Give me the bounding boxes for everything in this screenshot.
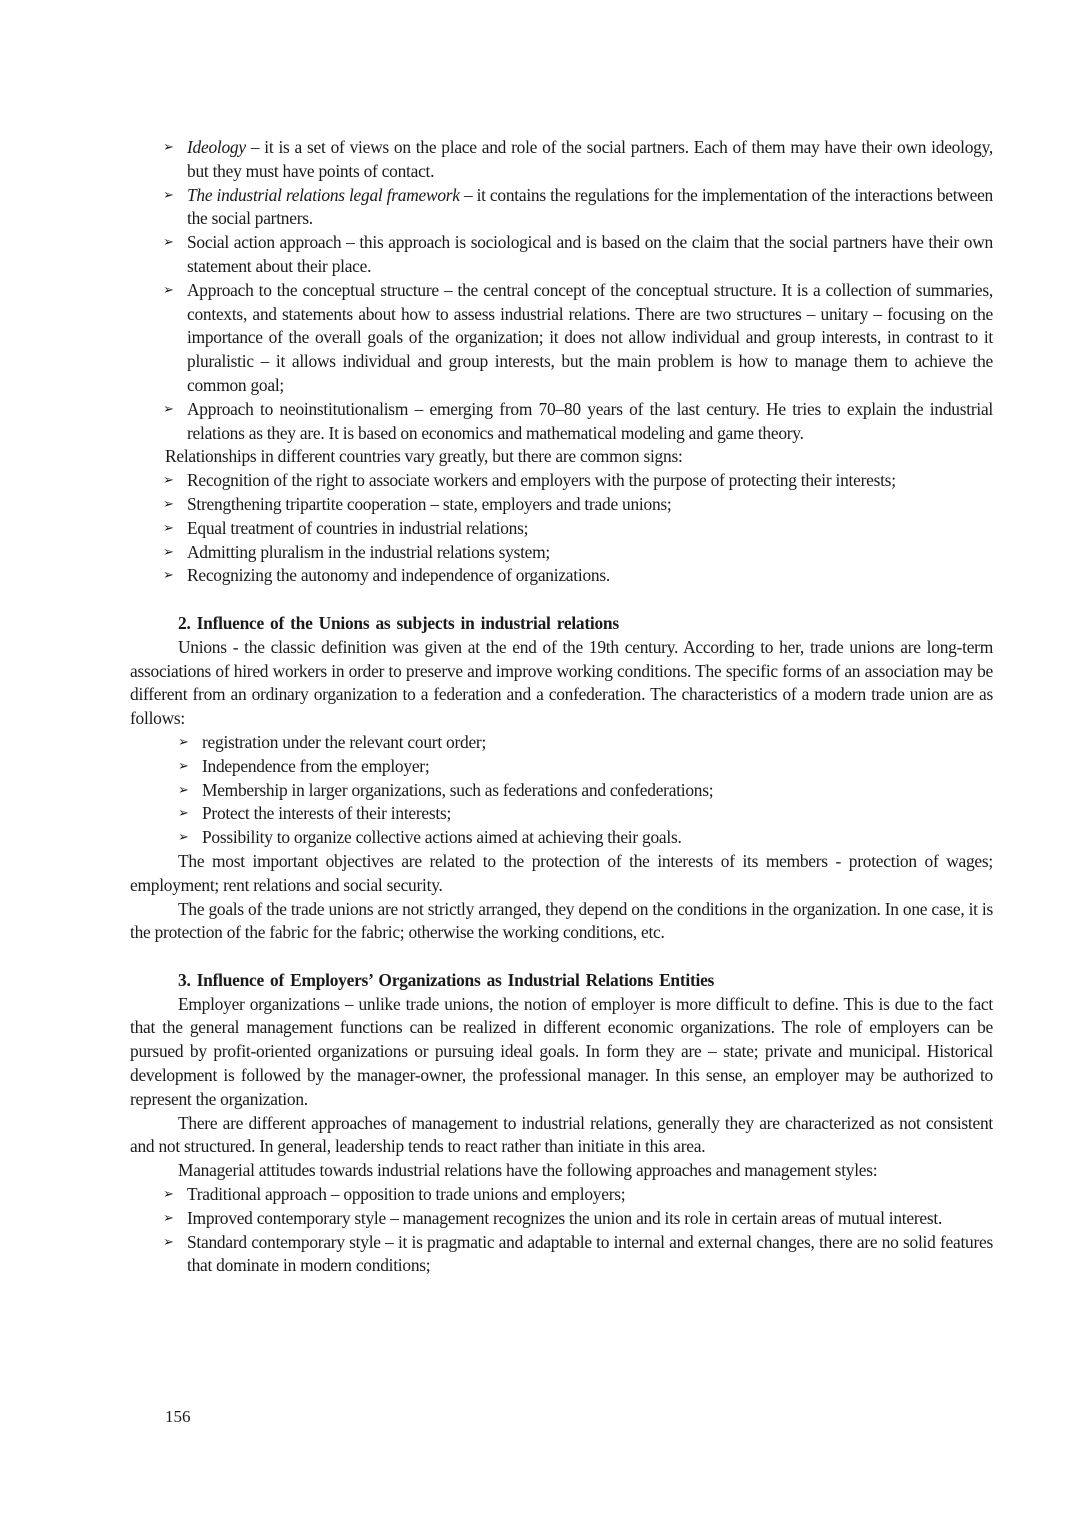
arrow-bullet-icon: ➢ bbox=[178, 782, 189, 798]
paragraph: Relationships in different countries vary greatly, but there are common signs: bbox=[165, 446, 683, 467]
paragraph: There are different approaches of management to industrial relations, generally they are characterized as not consistent and not structured. In general, leadership tends to react rather than initiate in this area. bbox=[130, 1112, 993, 1157]
list-item: ➢ Standard contemporary style – it is pragmatic and adaptable to internal and external changes, there are no solid features that dominate in modern conditions; bbox=[163, 1231, 993, 1276]
list-item: ➢ Admitting pluralism in the industrial relations system; bbox=[163, 541, 993, 565]
section-unions bbox=[130, 612, 993, 945]
section-heading: 3. Influence of Employers’ Organizations as Industrial Relations Entities bbox=[178, 969, 715, 990]
arrow-bullet-icon: ➢ bbox=[163, 520, 174, 536]
arrow-bullet-icon: ➢ bbox=[163, 282, 174, 298]
arrow-bullet-icon: ➢ bbox=[178, 758, 189, 774]
arrow-bullet-icon: ➢ bbox=[178, 830, 189, 846]
arrow-bullet-icon: ➢ bbox=[163, 496, 174, 512]
list-item: ➢ Social action approach – this approach is sociological and is based on the claim that the social partners have their own statement about their place. bbox=[163, 232, 993, 276]
arrow-bullet-icon: ➢ bbox=[163, 473, 174, 489]
list-item: ➢ Independence from the employer; bbox=[178, 755, 993, 779]
list-item: ➢ Equal treatment of countries in industrial relations; bbox=[163, 517, 993, 541]
list-item: ➢ Protect the interests of their interests; bbox=[178, 802, 993, 826]
section-employers bbox=[130, 969, 993, 1278]
list-item: ➢ Approach to neoinstitutionalism – emerging from 70–80 years of the last century. He tries to explain the industrial relations as they are. It is based on economics and mathematical modeling and game theory. bbox=[163, 398, 993, 443]
list-item: ➢ Improved contemporary style – management recognizes the union and its role in certain areas of mutual interest. bbox=[163, 1207, 993, 1231]
page-number: 156 bbox=[165, 1407, 191, 1426]
page-body bbox=[130, 136, 993, 1278]
list-item: ➢ registration under the relevant court order; bbox=[178, 731, 993, 755]
arrow-bullet-icon: ➢ bbox=[163, 1234, 174, 1250]
list-item: ➢ Recognizing the autonomy and independence of organizations. bbox=[163, 564, 993, 588]
section-approaches bbox=[130, 136, 993, 588]
arrow-bullet-icon: ➢ bbox=[163, 235, 174, 251]
list-item: ➢ Traditional approach – opposition to trade unions and employers; bbox=[163, 1183, 993, 1207]
arrow-bullet-icon: ➢ bbox=[163, 401, 174, 417]
arrow-bullet-icon: ➢ bbox=[178, 806, 189, 822]
arrow-bullet-icon: ➢ bbox=[163, 568, 174, 584]
arrow-bullet-icon: ➢ bbox=[163, 544, 174, 560]
list-item: ➢ The industrial relations legal framework – it contains the regulations for the implementation of the interactions between the social partners. bbox=[163, 184, 994, 229]
arrow-bullet-icon: ➢ bbox=[163, 1187, 174, 1203]
list-item: ➢ Ideology – it is a set of views on the place and role of the social partners. Each of them may have their own ideology, but they must have points of contact. bbox=[163, 137, 993, 181]
paragraph: Managerial attitudes towards industrial relations have the following approaches and management styles: bbox=[178, 1160, 878, 1181]
list-item: ➢ Approach to the conceptual structure – the central concept of the conceptual structure. It is a collection of summaries, contexts, and statements about how to assess industrial relations. There are two structures – unitary – focusing on the importance of the overall goals of the organization; it does not allow individual and group interests, in contrast to it pluralistic – it allows individual and group interests, but the main problem is how to manage them to achieve the common goal; bbox=[163, 279, 993, 395]
list-item: ➢ Possibility to organize collective actions aimed at achieving their goals. bbox=[178, 826, 993, 850]
arrow-bullet-icon: ➢ bbox=[163, 187, 174, 203]
paragraph: The goals of the trade unions are not strictly arranged, they depend on the conditions in the organization. In one case, it is the protection of the fabric for the fabric; otherwise the working conditions, etc. bbox=[130, 898, 993, 943]
section-heading: 2. Influence of the Unions as subjects in industrial relations bbox=[178, 612, 619, 633]
arrow-bullet-icon: ➢ bbox=[178, 734, 189, 750]
paragraph: The most important objectives are related to the protection of the interests of its members - protection of wages; employment; rent relations and social security. bbox=[130, 850, 993, 895]
paragraph: Employer organizations – unlike trade unions, the notion of employer is more difficult to define. This is due to the fact that the general management functions can be realized in different economic organizations. The role of employers can be pursued by profit-oriented organizations or pursuing ideal goals. In form they are – state; private and municipal. Historical development is followed by the manager-owner, the professional manager. In this sense, an employer may be authorized to represent the organization. bbox=[130, 993, 993, 1109]
list-item: ➢ Recognition of the right to associate workers and employers with the purpose of protecting their interests; bbox=[163, 469, 993, 493]
arrow-bullet-icon: ➢ bbox=[163, 140, 174, 155]
paragraph: Unions - the classic definition was given at the end of the 19th century. According to her, trade unions are long-term associations of hired workers in order to preserve and improve working conditions. The specific forms of an association may be different from an ordinary organization to a federation and a confederation. The characteristics of a modern trade union are as follows: bbox=[130, 636, 993, 729]
list-item: ➢ Strengthening tripartite cooperation – state, employers and trade unions; bbox=[163, 493, 993, 517]
list-item: ➢ Membership in larger organizations, such as federations and confederations; bbox=[178, 779, 993, 803]
arrow-bullet-icon: ➢ bbox=[163, 1210, 174, 1226]
